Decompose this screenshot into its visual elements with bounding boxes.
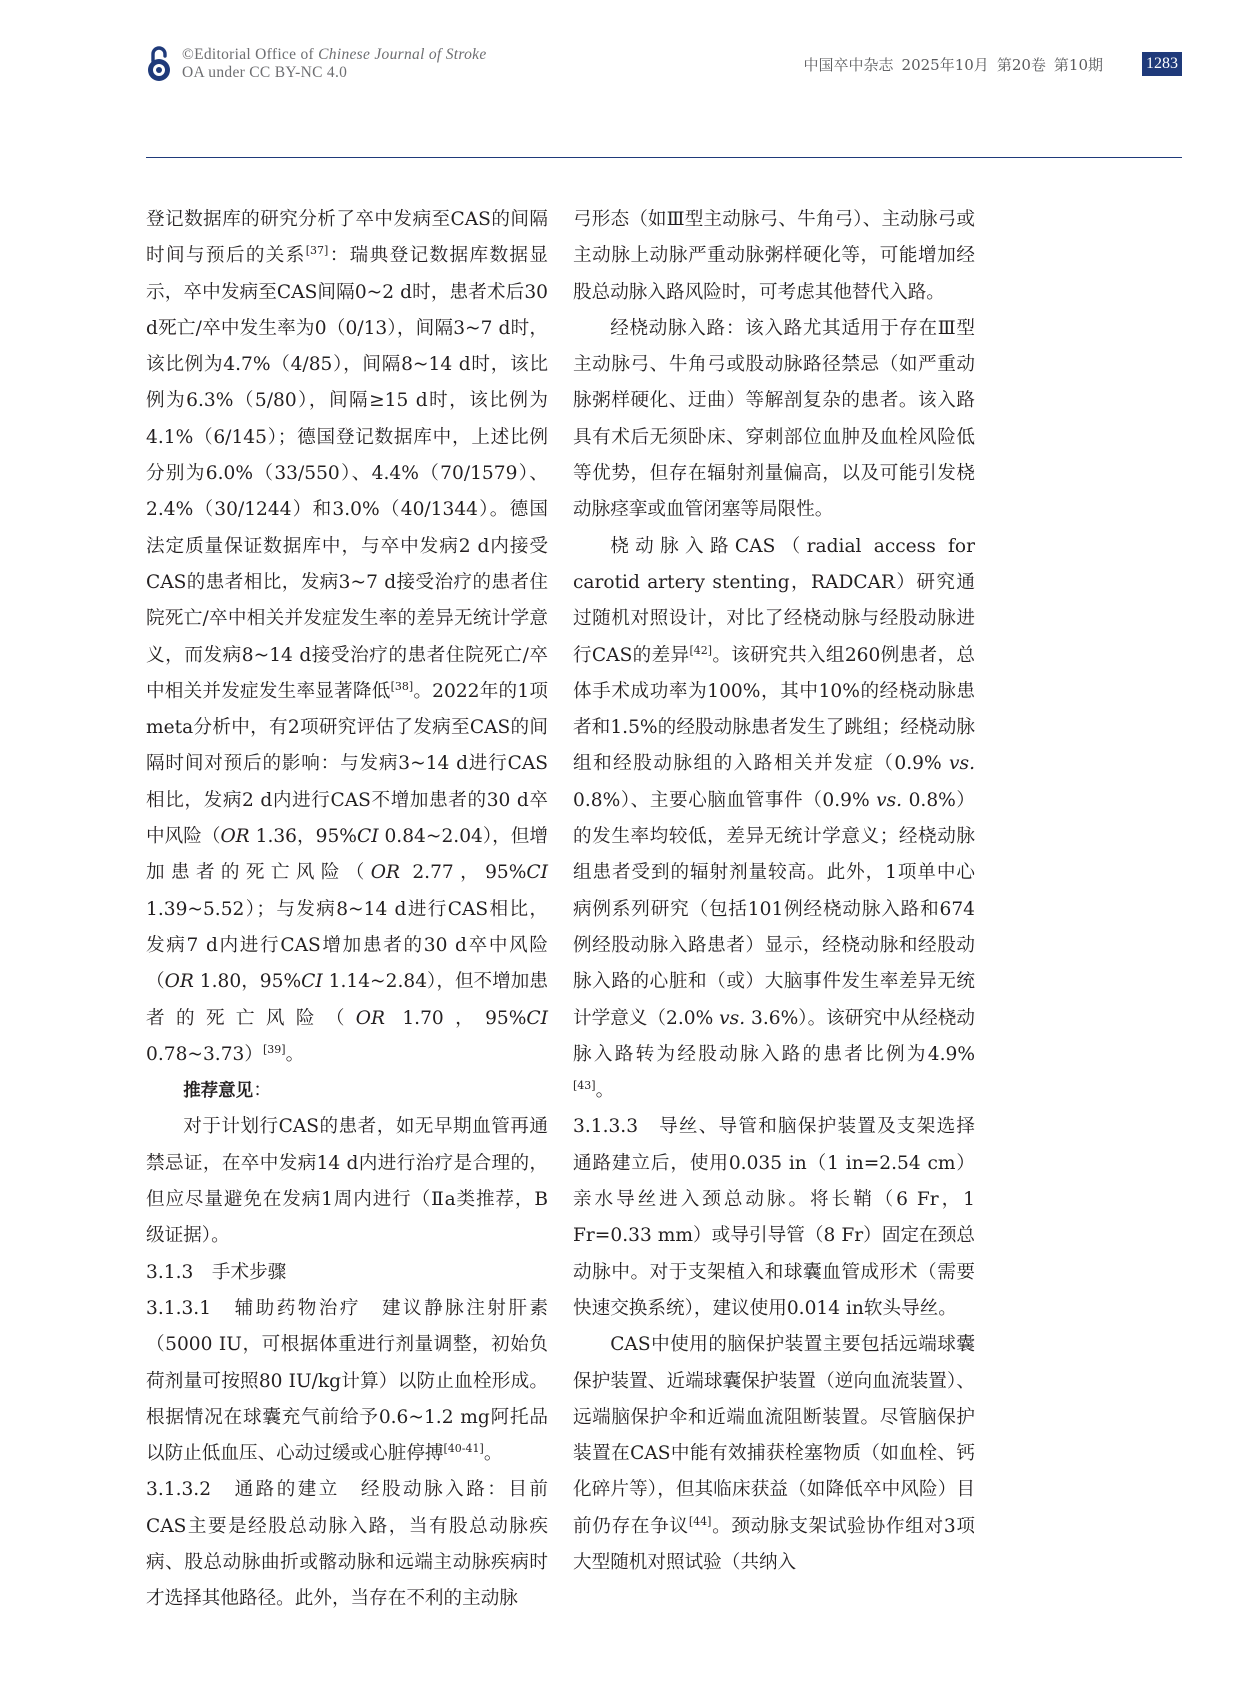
citation: [42] xyxy=(689,643,713,657)
right-column xyxy=(573,202,994,1581)
copyright-prefix: ©Editorial Office of xyxy=(182,46,319,63)
open-access-lock-icon xyxy=(145,45,173,83)
citation: [39] xyxy=(262,1042,286,1056)
citation: [38] xyxy=(390,679,414,693)
section-3-1-3-1: 3.1.3.1 辅助药物治疗 建议静脉注射肝素（5000 IU，可根据体重进行剂量调整，初始负荷剂量可按照80 IU/kg计算）以防止血栓形成。根据情况在球囊充气前给予0.6~1.2 mg阿托品以防止低血压、心动过缓或心脏停搏[40-41]。 xyxy=(146,1297,548,1465)
page-header xyxy=(0,0,1241,165)
citation: [37] xyxy=(305,244,329,258)
citation: [44] xyxy=(688,1514,712,1528)
citation: [43] xyxy=(573,1078,596,1092)
subsection-heading: 3.1.3.1 辅助药物治疗 xyxy=(146,1297,382,1319)
license-text: OA under CC BY-NC 4.0 xyxy=(182,64,348,81)
recommendation-text: 对于计划行CAS的患者，如无早期血管再通禁忌证，在卒中发病14 d内进行治疗是合理的，但应尽量避免在发病1周内进行（Ⅱa类推荐，B级证据）。 xyxy=(146,1116,548,1247)
issue: 第10期 xyxy=(1053,56,1103,74)
paragraph: 弓形态（如Ⅲ型主动脉弓、牛角弓）、主动脉弓或主动脉上动脉严重动脉粥样硬化等，可能增加经股总动脉入路风险时，可考虑其他替代入路。 xyxy=(573,209,975,303)
left-column xyxy=(146,202,548,1618)
section-heading-3-1-3: 3.1.3 手术步骤 xyxy=(146,1261,287,1283)
recommendation-heading: 推荐意见： xyxy=(183,1080,272,1102)
subsection-heading: 3.1.3.3 导丝、导管和脑保护装置及支架选择 xyxy=(573,1116,994,1138)
section-3-1-3-3: 3.1.3.3 导丝、导管和脑保护装置及支架选择 通路建立后，使用0.035 in（1 in=2.54 cm）亲水导丝进入颈总动脉。将长鞘（6 Fr，1 Fr=0.33 mm）或导引导管（8 Fr）固定在颈总动脉中。对于支架植入和球囊血管成形术（需要快速交换系统），建议使用0.014 in软头导丝。 xyxy=(573,1116,994,1319)
paragraph: 经桡动脉入路：该入路尤其适用于存在Ⅲ型主动脉弓、牛角弓或股动脉路径禁忌（如严重动脉粥样硬化、迂曲）等解剖复杂的患者。该入路具有术后无须卧床、穿刺部位血肿及血栓风险低等优势，但存在辐射剂量偏高，以及可能引发桡动脉痉挛或血管闭塞等局限性。 xyxy=(573,317,975,521)
journal-name: 中国卒中杂志 xyxy=(803,56,894,74)
citation: [40-41] xyxy=(443,1441,484,1455)
issue-date: 2025年10月 xyxy=(901,56,989,74)
paragraph: 桡动脉入路CAS（radial access for carotid artery stenting，RADCAR）研究通过随机对照设计，对比了经桡动脉与经股动脉进行CAS的差异[42]。该研究共入组260例患者，总体手术成功率为100%，其中10%的经桡动脉患者和1.5%的经股动脉患者发生了跳组；经桡动脉组和经股动脉组的入路相关并发症（0.9% vs. 0.8%）、主要心脑血管事件（0.9% vs. 0.8%）的发生率均较低，差异无统计学意义；经桡动脉组患者受到的辐射剂量较高。此外，1项单中心病例系列研究（包括101例经桡动脉入路和674例经股动脉入路患者）显示，经桡动脉和经股动脉入路的心脏和（或）大脑事件发生率差异无统计学意义（2.0% vs. 3.6%）。该研究中从经桡动脉入路转为经股动脉入路的患者比例为4.9%[43]。 xyxy=(573,535,975,1102)
subsection-heading: 3.1.3.2 通路的建立 xyxy=(146,1479,361,1501)
paragraph: 登记数据库的研究分析了卒中发病至CAS的间隔时间与预后的关系[37]：瑞典登记数据库数据显示，卒中发病至CAS间隔0~2 d时，患者术后30 d死亡/卒中发生率为0（0/13），间隔3~7 d时，该比例为4.7%（4/85），间隔8~14 d时，该比例为6.3%（5/80），间隔≥15 d时，该比例为4.1%（6/145）；德国登记数据库中，上述比例分别为6.0%（33/550）、4.4%（70/1579）、2.4%（30/1244）和3.0%（40/1344）。德国法定质量保证数据库中，与卒中发病2 d内接受CAS的患者相比，发病3~7 d接受治疗的患者住院死亡/卒中相关并发症发生率的差异无统计学意义，而发病8~14 d接受治疗的患者住院死亡/卒中相关并发症发生率显著降低[38]。2022年的1项meta分析中，有2项研究评估了发病至CAS的间隔时间对预后的影响：与发病3~14 d进行CAS相比，发病2 d内进行CAS不增加患者的30 d卒中风险（OR 1.36，95%CI 0.84~2.04），但增加患者的死亡风险（OR 2.77，95%CI 1.39~5.52）；与发病8~14 d进行CAS相比，发病7 d内进行CAS增加患者的30 d卒中风险（OR 1.80，95%CI 1.14~2.84），但不增加患者的死亡风险（OR 1.70，95%CI 0.78~3.73）[39]。 xyxy=(146,209,548,1065)
paragraph: CAS中使用的脑保护装置主要包括远端球囊保护装置、近端球囊保护装置（逆向血流装置）、远端脑保护伞和近端血流阻断装置。尽管脑保护装置在CAS中能有效捕获栓塞物质（如血栓、钙化碎片等），但其临床获益（如降低卒中风险）目前仍存在争议[44]。颈动脉支架试验协作组对3项大型随机对照试验（共纳入 xyxy=(573,1334,975,1573)
header-rule xyxy=(146,157,1182,158)
volume: 第20卷 xyxy=(996,56,1046,74)
copyright-journal: Chinese Journal of Stroke xyxy=(318,46,487,63)
copyright-notice xyxy=(182,46,487,82)
section-3-1-3-2: 3.1.3.2 通路的建立 经股动脉入路：目前CAS主要是经股总动脉入路，当有股总动脉疾病、股总动脉曲折或髂动脉和远端主动脉疾病时才选择其他路径。此外，当存在不利的主动脉 xyxy=(146,1479,548,1610)
page-number: 1283 xyxy=(1142,52,1182,76)
journal-citation xyxy=(804,54,1103,75)
